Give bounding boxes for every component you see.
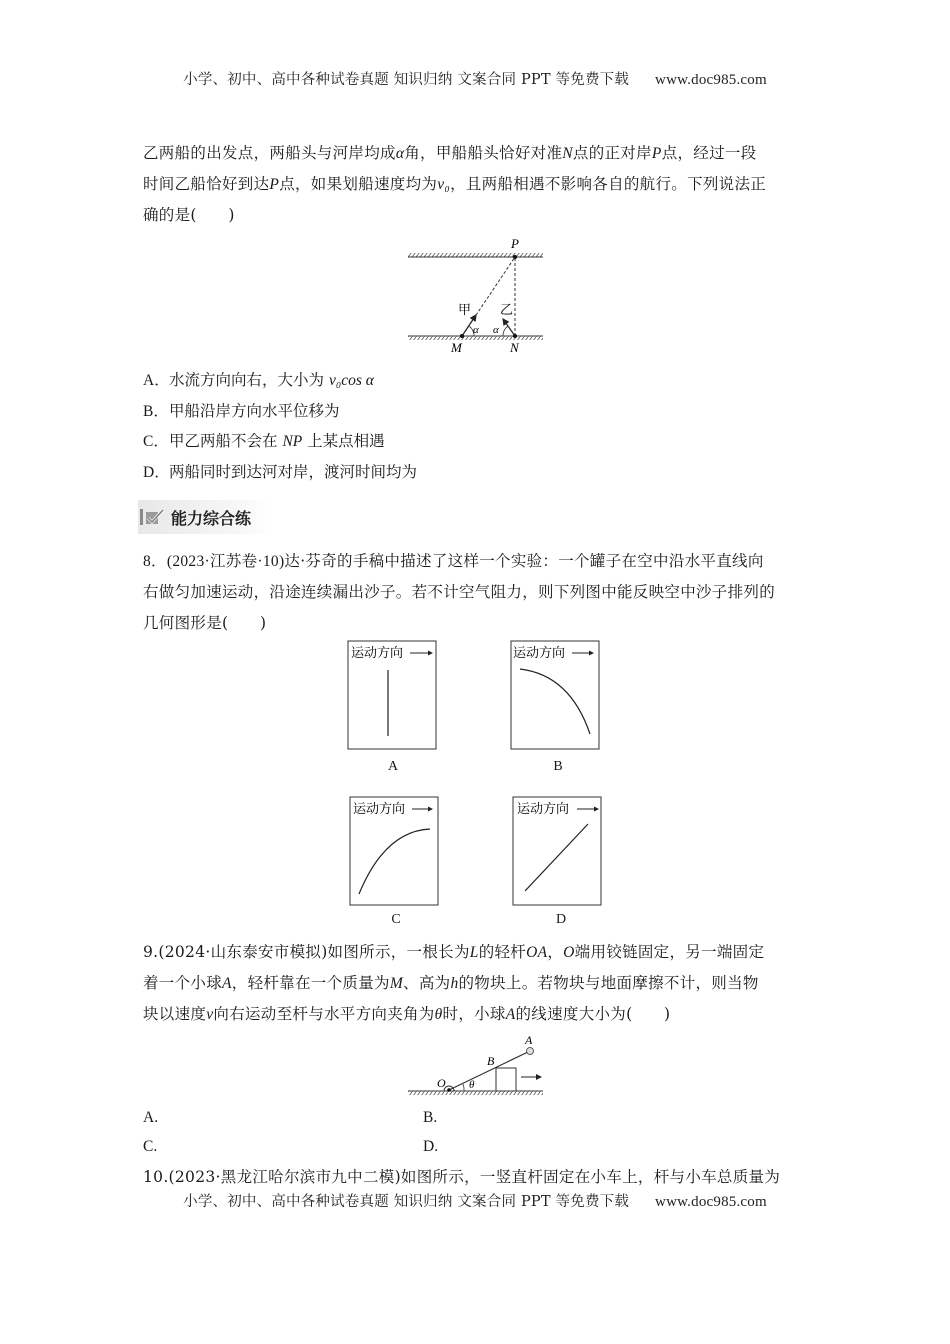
- label-A: A: [525, 1033, 533, 1047]
- panel-c[interactable]: [350, 797, 438, 905]
- question-9-stem: [143, 937, 811, 1030]
- q8-line-3: 几何图形是( ): [143, 614, 267, 632]
- panel-c-caption: 运动方向: [353, 802, 406, 817]
- label-M: M: [451, 340, 462, 355]
- label-jia: 甲: [458, 303, 472, 318]
- panel-d-caption: 运动方向: [517, 802, 570, 817]
- panel-a-label: A: [387, 759, 399, 774]
- label-yi: 乙: [500, 303, 514, 318]
- q9-line-2: 着一个小球A，轻杆靠在一个质量为M、高为h的物块上。若物块与地面摩擦不计，则当物: [143, 974, 759, 992]
- footer-text: 小学、初中、高中各种试卷真题 知识归纳 文案合同 PPT 等免费下载: [183, 1194, 630, 1210]
- panel-b-caption: 运动方向: [513, 646, 566, 661]
- yi-velocity-arrow: [503, 319, 515, 336]
- q7-line-1: 乙两船的出发点，两船头与河岸均成α角，甲船船头恰好对准N点的正对岸P点，经过一段: [143, 144, 757, 162]
- q7-line-3: 确的是( ): [143, 206, 235, 224]
- question-10-stem: [143, 1162, 811, 1193]
- section-bar-icon: [140, 509, 143, 525]
- q9-line-1: 9.(2024·山东泰安市模拟)如图所示，一根长为L的轻杆OA，O端用铰链固定，另一端固定: [143, 943, 765, 961]
- q7-option-a[interactable]: A．水流方向向右，大小为 v₀cos α: [143, 371, 374, 389]
- river-crossing-diagram: [400, 232, 560, 357]
- q9-option-b[interactable]: B.: [423, 1109, 438, 1126]
- panel-d-label: D: [555, 912, 567, 927]
- rod-block-diagram: [400, 1032, 560, 1102]
- ball-A: [527, 1048, 534, 1055]
- q10-line-1: 10.(2023·黑龙江哈尔滨市九中二模)如图所示，一竖直杆固定在小车上，杆与小车总质量为: [143, 1168, 781, 1186]
- checkbox-check-icon: [145, 509, 165, 525]
- far-bank-hatch: [408, 253, 543, 257]
- block: [496, 1068, 516, 1091]
- panel-b-label: B: [553, 759, 563, 774]
- q9-option-d[interactable]: D.: [423, 1138, 439, 1155]
- q7-option-c[interactable]: C．甲乙两船不会在 NP 上某点相遇: [143, 432, 385, 450]
- q9-option-c[interactable]: C.: [143, 1138, 158, 1155]
- q8-option-panels: [340, 635, 610, 935]
- section-header: [138, 500, 273, 534]
- q7-option-b[interactable]: B．甲船沿岸方向水平位移为: [143, 402, 340, 420]
- q8-line-1: 8．(2023·江苏卷·10)达·芬奇的手稿中描述了这样一个实验：一个罐子在空中沿水平直线向: [143, 552, 764, 570]
- label-alpha-yi: α: [493, 324, 499, 336]
- question-7-stem: [143, 138, 811, 231]
- q8-line-2: 右做匀加速运动，沿途连续漏出沙子。若不计空气阻力，则下列图中能反映空中沙子排列的: [143, 583, 776, 601]
- label-O: O: [437, 1076, 446, 1090]
- page-footer: [0, 1190, 950, 1211]
- q9-line-3: 块以速度v向右运动至杆与水平方向夹角为θ时，小球A的线速度大小为( ): [143, 1005, 671, 1023]
- label-P: P: [511, 236, 519, 251]
- panel-d[interactable]: [513, 797, 601, 905]
- panel-b[interactable]: [511, 641, 599, 749]
- ground-hatch: [408, 1091, 543, 1095]
- question-8-stem: [143, 546, 811, 639]
- label-alpha-jia: α: [473, 324, 479, 336]
- footer-url[interactable]: www.doc985.com: [655, 1194, 767, 1210]
- panel-a[interactable]: [348, 641, 436, 749]
- near-bank-hatch: [408, 336, 543, 340]
- section-title: 能力综合练: [171, 508, 252, 528]
- page-header: [0, 68, 950, 89]
- label-theta: θ: [469, 1079, 475, 1091]
- header-text: 小学、初中、高中各种试卷真题 知识归纳 文案合同 PPT 等免费下载: [183, 72, 630, 88]
- label-N: N: [510, 340, 519, 355]
- q9-option-a[interactable]: A.: [143, 1109, 159, 1126]
- header-url[interactable]: www.doc985.com: [655, 72, 767, 88]
- q7-line-2: 时间乙船恰好到达P点，如果划船速度均为v₀，且两船相遇不影响各自的航行。下列说法正: [143, 175, 767, 193]
- q7-option-d[interactable]: D．两船同时到达河对岸，渡河时间均为: [143, 463, 418, 481]
- panel-a-caption: 运动方向: [351, 646, 404, 661]
- label-B: B: [487, 1054, 495, 1068]
- panel-c-label: C: [391, 912, 401, 927]
